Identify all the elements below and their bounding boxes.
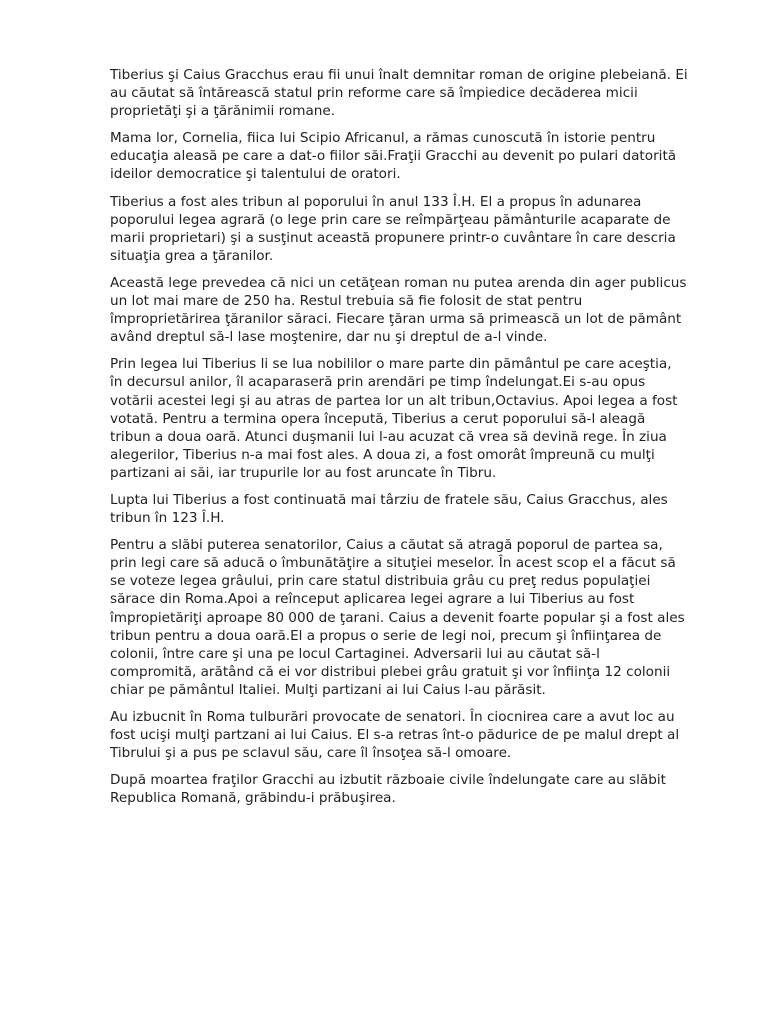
document-body bbox=[110, 66, 710, 816]
paragraph: Tiberius şi Caius Gracchus erau fii unui înalt demnitar roman de origine plebeiană. Ei au căutat să întărească statul prin reforme care să împiedice decăderea micii proprietăţi şi a ţărănimii romane. bbox=[110, 67, 688, 120]
paragraph: Tiberius a fost ales tribun al poporului în anul 133 Î.H. El a propus în adunarea poporului legea agrară (o lege prin care se reîmpărţeau pământurile acaparate de marii proprietari) şi a susţinut această propunere printr-o cuvântare în care descria situaţia grea a ţăranilor. bbox=[110, 193, 676, 264]
paragraph: Lupta lui Tiberius a fost continuată mai târziu de fratele său, Caius Gracchus, ales tribun în 123 Î.H. bbox=[110, 491, 668, 527]
paragraph: Această lege prevedea că nici un cetăţean roman nu putea arenda din ager publicus un lot mai mare de 250 ha. Restul trebuia să fie folosit de stat pentru împroprietărirea ţăranilor săraci. Fiecare ţăran urma să primească un lot de pământ având dreptul să-l lase moştenire, dar nu şi dreptul de a-l vinde. bbox=[110, 274, 687, 346]
paragraph: Mama lor, Cornelia, fiica lui Scipio Africanul, a rămas cunoscută în istorie pentru educaţia aleasă pe care a dat-o fiilor săi.Fraţii Gracchi au devenit po pulari datorită ideilor democratice şi talentului de oratori. bbox=[110, 130, 677, 183]
paragraph: Prin legea lui Tiberius li se lua nobililor o mare parte din pământul pe care aceştia, în decursul anilor, îl acaparaseră prin arendări pe timp îndelungat.Ei s-au opus votării acestei legi şi au atras de partea lor un alt tribun,Octavius. Apoi legea a fost votată. Pentru a termina opera începută, Tiberius a cerut poporului să-l aleagă tribun a doua oară. Atunci duşmanii lui l-au acuzat că vrea să devină rege. În ziua alegerilor, Tiberius n-a mai fost ales. A doua zi, a fost omorât împreună cu mulţi partizani ai săi, iar trupurile lor au fost aruncate în Tibru. bbox=[110, 356, 678, 481]
paragraph: Pentru a slăbi puterea senatorilor, Caius a căutat să atragă poporul de partea sa, prin legi care să aducă o îmbunătăţire a situţiei meselor. În acest scop el a făcut să se voteze legea grâului, prin care statul distribuia grâu cu preţ redus populaţiei sărace din Roma.Apoi a reînceput aplicarea legei agrare a lui Tiberius au fost împropietăriţi aproape 80 000 de ţarani. Caius a devenit foarte popular şi a fost ales tribun pentru a doua oară.El a propus o serie de legi noi, precum şi înfiinţarea de colonii, între care şi una pe locul Cartaginei. Adversarii lui au căutat să-l compromită, arătând că ei vor distribui plebei grâu gratuit şi vor înfiinţa 12 colonii chiar pe pământul Italiei. Mulţi partizani ai lui Caius l-au părăsit. bbox=[110, 537, 685, 698]
paragraph: Au izbucnit în Roma tulburări provocate de senatori. În ciocnirea care a avut loc au fost ucişi mulţi partzani ai lui Caius. El s-a retras înt-o pădurice de pe malul drept al Tibrului şi a pus pe sclavul său, care îl însoţea să-l omoare. bbox=[110, 709, 680, 762]
paragraph: După moartea fraţilor Gracchi au izbutit războaie civile îndelungate care au slăbit Republica Romană, grăbindu-i prăbuşirea. bbox=[110, 772, 666, 807]
